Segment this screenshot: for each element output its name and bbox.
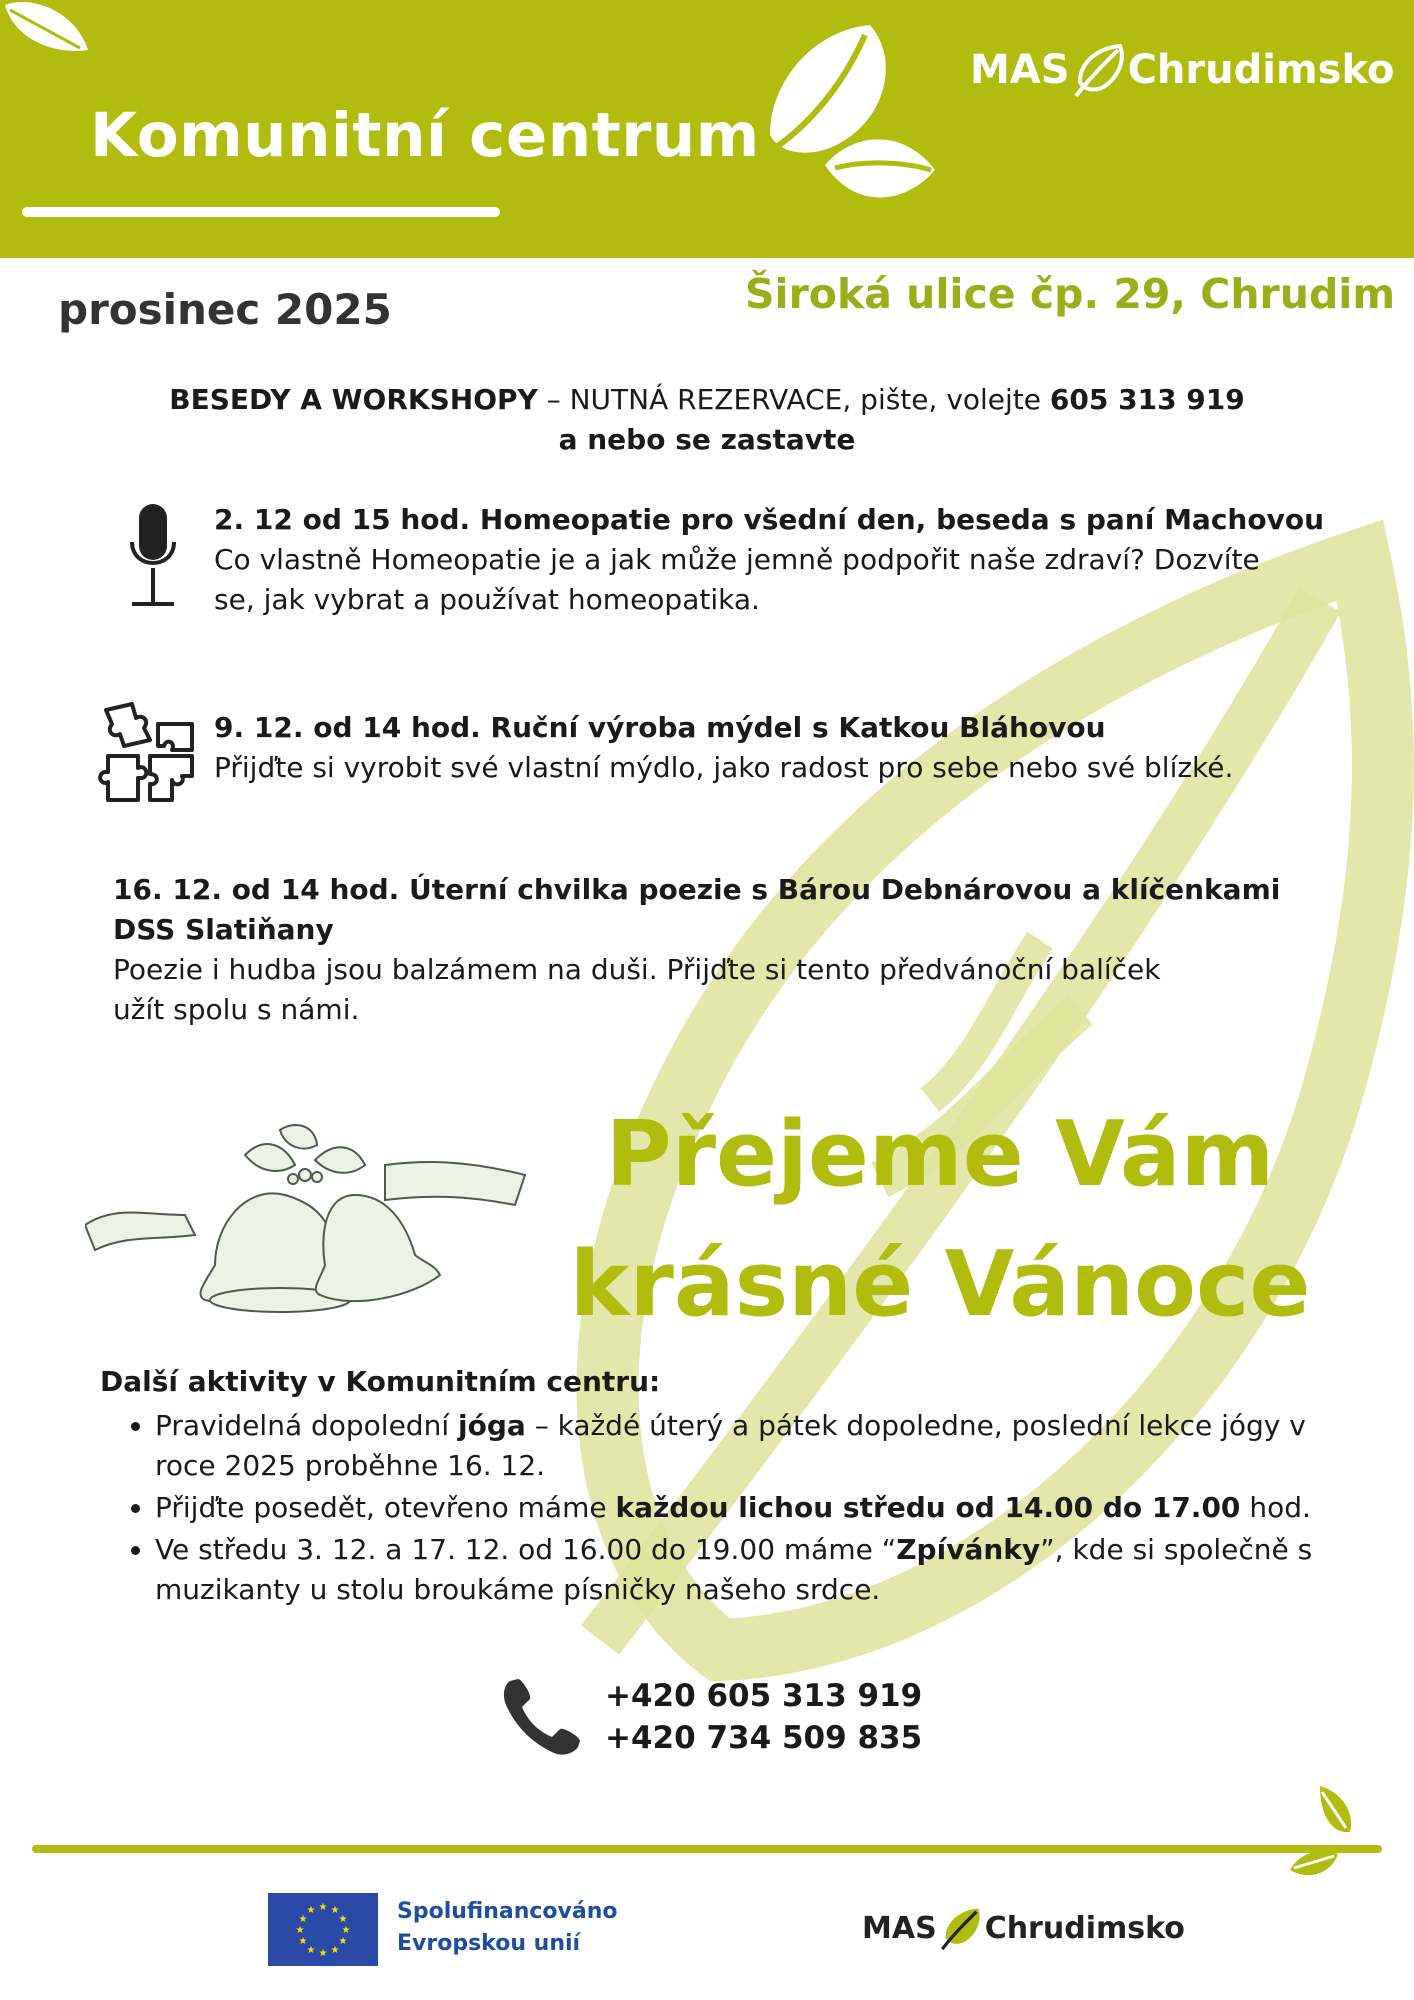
mas-logo-bottom [862,1905,1185,1951]
leaf-corner-icon [0,0,95,60]
event-3 [113,870,1281,1030]
mas-logo-top [970,42,1394,98]
svg-text:★: ★ [318,1948,328,1959]
month-label: prosinec 2025 [58,285,392,334]
phone-number-1: +420 605 313 919 [605,1678,923,1714]
svg-text:★: ★ [306,1945,316,1956]
svg-text:★: ★ [298,1914,308,1925]
phone-number-2: +420 734 509 835 [605,1720,923,1756]
eu-stars-icon [268,1893,378,1966]
svg-text:★: ★ [306,1905,316,1916]
event-1 [214,500,1364,620]
title-underline [22,207,500,217]
list-item [155,1406,1330,1486]
logo-prefix: MAS [970,47,1070,93]
reservation-phone: 605 313 919 [1049,383,1245,416]
christmas-bells-illustration [85,1115,535,1315]
logo-suffix: Chrudimsko [1127,47,1395,93]
activity-2-text: Přijďte posedět, otevřeno máme [155,1491,616,1524]
activity-3-bold: Zpívánky [896,1533,1041,1566]
address-label: Široká ulice čp. 29, Chrudim [745,270,1396,318]
activity-3-text: Ve středu 3. 12. a 17. 12. od 16.00 do 19.00 máme “ [155,1533,897,1566]
event-3-desc-2: užít spolu s námi. [113,993,360,1026]
greeting-line-2: krásné Vánoce [569,1232,1311,1337]
event-3-title-2: DSS Slatiňany [113,913,334,946]
large-leaves-icon [755,20,940,210]
eu-text-line-2: Evropskou unií [397,1931,581,1956]
event-2 [214,708,1364,788]
svg-text:★: ★ [338,1936,348,1947]
reservation-note [60,380,1354,460]
activity-2-rest: hod. [1240,1491,1311,1524]
event-1-desc-2: se, jak vybrat a používat homeopatika. [214,583,760,616]
activity-2-bold: každou lichou středu od 14.00 do 17.00 [615,1491,1241,1524]
phone-numbers [605,1675,922,1759]
eu-cofinanced-text [397,1896,618,1960]
svg-text:★: ★ [330,1905,340,1916]
christmas-greeting [560,1090,1320,1350]
eu-flag-icon [268,1893,378,1966]
event-1-title: 2. 12 od 15 hod. Homeopatie pro všední den, beseda s paní Machovou [214,503,1325,536]
svg-text:★: ★ [330,1945,340,1956]
microphone-icon [128,502,178,608]
logo-bottom-leaf-icon [939,1905,983,1951]
reservation-line2: a nebo se zastavte [558,423,856,456]
svg-text:★: ★ [298,1936,308,1947]
reservation-label: BESEDY A WORKSHOPY [169,383,538,416]
phone-icon [500,1675,582,1757]
footer-leaves-icon [1280,1782,1375,1897]
event-3-title-1: 16. 12. od 14 hod. Úterní chvilka poezie s Bárou Debnárovou a klíčenkami [113,873,1281,906]
logo-bottom-prefix: MAS [862,1910,937,1946]
activity-3-rest: ”, kde si společně s muzikanty u stolu broukáme písničky našeho srdce. [155,1533,1313,1606]
event-1-desc-1: Co vlastně Homeopatie je a jak může jemně podpořit naše zdraví? Dozvíte [214,543,1260,576]
list-item [155,1530,1330,1610]
event-2-desc-1: Přijďte si vyrobit své vlastní mýdlo, jako radost pro sebe nebo své blízké. [214,751,1234,784]
page-title: Komunitní centrum [90,100,760,171]
svg-text:★: ★ [318,1902,328,1913]
reservation-text: – NUTNÁ REZERVACE, pište, volejte [537,383,1050,416]
more-activities-heading: Další aktivity v Komunitním centru: [100,1365,661,1398]
logo-leaf-icon [1072,42,1126,98]
logo-bottom-suffix: Chrudimsko [984,1910,1185,1946]
event-3-desc-1: Poezie i hudba jsou balzámem na duši. Přijďte si tento předvánoční balíček [113,953,1161,986]
event-2-title: 9. 12. od 14 hod. Ruční výroba mýdel s Katkou Bláhovou [214,711,1106,744]
svg-text:★: ★ [341,1925,351,1936]
activity-1-bold: jóga [458,1409,526,1442]
activity-1-text: Pravidelná dopolední [155,1409,459,1442]
activity-1-rest: – každé úterý a pátek dopoledne, poslední lekce jógy v roce 2025 proběhne 16. 12. [155,1409,1306,1482]
eu-text-line-1: Spolufinancováno [397,1899,618,1924]
more-activities [100,1362,1330,1612]
puzzle-icon [92,700,197,805]
greeting-line-1: Přejeme Vám [605,1102,1275,1207]
list-item [155,1488,1330,1528]
activities-list [100,1406,1330,1610]
svg-text:★: ★ [338,1914,348,1925]
footer-divider [32,1845,1382,1853]
svg-text:★: ★ [295,1925,305,1936]
